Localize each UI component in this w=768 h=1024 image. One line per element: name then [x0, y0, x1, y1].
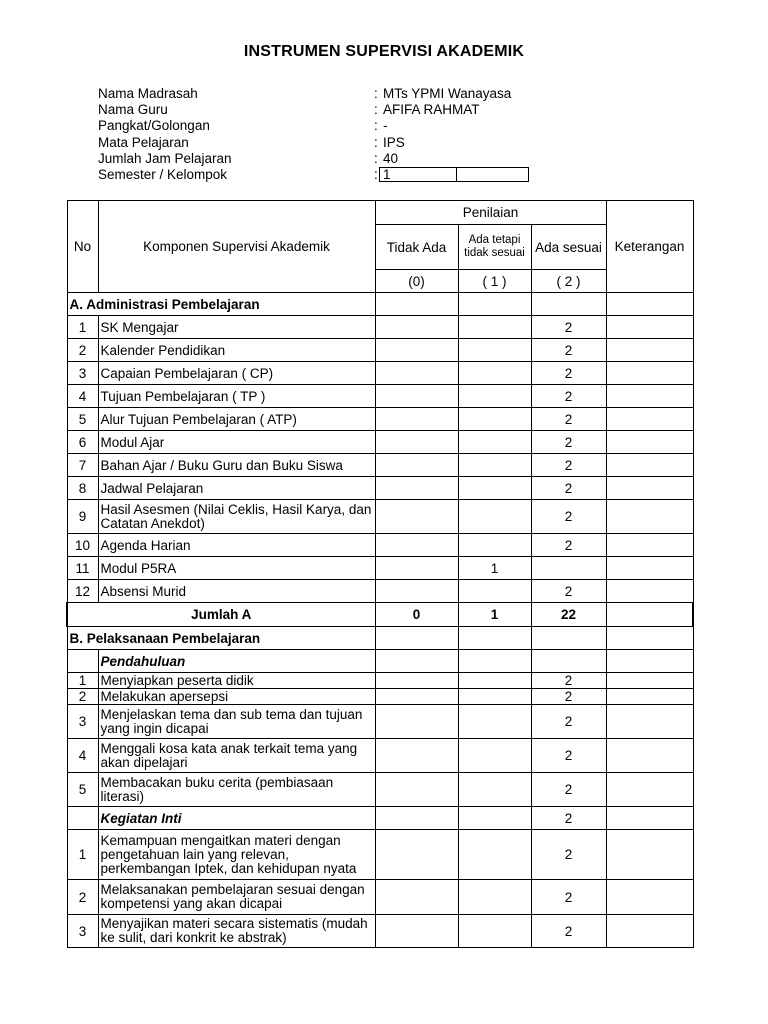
row-keterangan	[606, 689, 693, 705]
row-ada-sesuai: 2	[531, 362, 606, 385]
row-keterangan	[606, 773, 693, 807]
row-keterangan	[606, 454, 693, 477]
info-colon: :	[374, 134, 378, 150]
row-keterangan	[606, 915, 693, 948]
table-row	[67, 534, 693, 557]
row-ada-sesuai: 2	[531, 705, 606, 739]
subsection-kegiatan-inti: Kegiatan Inti	[98, 807, 375, 830]
total-label: Jumlah A	[67, 603, 375, 627]
row-keterangan	[606, 431, 693, 454]
table-row	[67, 500, 693, 534]
info-value: 40	[383, 150, 399, 166]
table-row	[67, 454, 693, 477]
row-tidak-ada	[375, 557, 458, 580]
row-no: 5	[67, 408, 98, 431]
row-no: 1	[67, 673, 98, 689]
semester-box-divider	[456, 168, 457, 181]
row-ada-tetapi	[458, 477, 531, 500]
row-no: 3	[67, 915, 98, 948]
table-row	[67, 689, 693, 705]
row-no: 3	[67, 362, 98, 385]
row-keterangan	[606, 534, 693, 557]
subsection-row	[67, 650, 693, 673]
row-ada-tetapi	[458, 362, 531, 385]
row-item: Modul Ajar	[98, 431, 375, 454]
row-tidak-ada	[375, 431, 458, 454]
info-label: Semester / Kelompok	[98, 166, 228, 182]
row-no: 6	[67, 431, 98, 454]
table-cell	[458, 807, 531, 830]
info-label: Jumlah Jam Pelajaran	[98, 150, 232, 166]
row-no: 2	[67, 880, 98, 915]
row-no: 5	[67, 773, 98, 807]
row-ada-sesuai: 2	[531, 477, 606, 500]
row-no: 12	[67, 580, 98, 603]
table-cell	[458, 650, 531, 673]
row-ada-tetapi	[458, 773, 531, 807]
row-item: Menyiapkan peserta didik	[98, 673, 375, 689]
table-cell	[67, 807, 98, 830]
total-tidak-ada: 0	[375, 603, 458, 627]
total-keterangan	[606, 603, 693, 627]
row-item: Alur Tujuan Pembelajaran ( ATP)	[98, 408, 375, 431]
row-ada-tetapi	[458, 316, 531, 339]
row-item: Kemampuan mengaitkan materi dengan pengetahuan lain yang relevan, perkembangan Iptek, dan kehidupan nyata	[98, 830, 375, 880]
row-item: Hasil Asesmen (Nilai Ceklis, Hasil Karya, dan Catatan Anekdot)	[98, 500, 375, 534]
row-item: Absensi Murid	[98, 580, 375, 603]
row-no: 1	[67, 830, 98, 880]
row-ada-tetapi	[458, 880, 531, 915]
row-keterangan	[606, 580, 693, 603]
supervision-table	[66, 200, 694, 948]
row-no: 10	[67, 534, 98, 557]
table-cell	[375, 650, 458, 673]
row-ada-sesuai: 2	[531, 773, 606, 807]
semester-input[interactable]	[379, 167, 529, 182]
subsection-pendahuluan: Pendahuluan	[98, 650, 375, 673]
row-tidak-ada	[375, 477, 458, 500]
table-row	[67, 673, 693, 689]
table-row	[67, 580, 693, 603]
row-no: 3	[67, 705, 98, 739]
total-ada-sesuai: 22	[531, 603, 606, 627]
table-cell	[458, 293, 531, 316]
row-ada-tetapi	[458, 580, 531, 603]
row-tidak-ada	[375, 830, 458, 880]
row-no: 2	[67, 689, 98, 705]
header-row	[67, 201, 693, 225]
row-ada-tetapi	[458, 830, 531, 880]
row-tidak-ada	[375, 362, 458, 385]
row-item: Menjelaskan tema dan sub tema dan tujuan yang ingin dicapai	[98, 705, 375, 739]
row-ada-tetapi	[458, 385, 531, 408]
table-cell	[531, 627, 606, 650]
row-item: Kalender Pendidikan	[98, 339, 375, 362]
info-label: Pangkat/Golongan	[98, 118, 210, 134]
table-row	[67, 362, 693, 385]
header-score-0: (0)	[375, 270, 458, 293]
info-label: Nama Guru	[98, 102, 168, 118]
row-ada-sesuai: 2	[531, 534, 606, 557]
header-score-1: ( 1 )	[458, 270, 531, 293]
row-item: Melaksanakan pembelajaran sesuai dengan kompetensi yang akan dicapai	[98, 880, 375, 915]
row-keterangan	[606, 830, 693, 880]
row-keterangan	[606, 673, 693, 689]
table-row	[67, 316, 693, 339]
row-ada-sesuai: 2	[531, 385, 606, 408]
row-item: Bahan Ajar / Buku Guru dan Buku Siswa	[98, 454, 375, 477]
table-cell	[531, 293, 606, 316]
header-penilaian: Penilaian	[375, 201, 606, 225]
row-tidak-ada	[375, 915, 458, 948]
info-colon: :	[374, 86, 378, 101]
row-no: 11	[67, 557, 98, 580]
document-title: INSTRUMEN SUPERVISI AKADEMIK	[243, 43, 525, 60]
row-ada-sesuai: 2	[531, 316, 606, 339]
row-ada-sesuai: 2	[531, 830, 606, 880]
row-ada-tetapi	[458, 689, 531, 705]
table-row	[67, 557, 693, 580]
table-cell	[375, 807, 458, 830]
row-ada-sesuai: 2	[531, 739, 606, 773]
row-keterangan	[606, 705, 693, 739]
info-value: -	[383, 118, 388, 134]
row-item: Capaian Pembelajaran ( CP)	[98, 362, 375, 385]
table-row	[67, 408, 693, 431]
section-row	[67, 293, 693, 316]
kegiatan-inti-score: 2	[531, 807, 606, 830]
row-ada-tetapi	[458, 500, 531, 534]
row-ada-sesuai: 2	[531, 408, 606, 431]
row-ada-sesuai: 2	[531, 500, 606, 534]
row-ada-tetapi	[458, 673, 531, 689]
table-row	[67, 339, 693, 362]
row-item: Menggali kosa kata anak terkait tema yang akan dipelajari	[98, 739, 375, 773]
row-item: Menyajikan materi secara sistematis (mudah ke sulit, dari konkrit ke abstrak)	[98, 915, 375, 948]
row-no: 4	[67, 739, 98, 773]
row-ada-sesuai: 2	[531, 915, 606, 948]
table-cell	[606, 807, 693, 830]
row-ada-sesuai: 2	[531, 580, 606, 603]
subsection-row	[67, 807, 693, 830]
row-keterangan	[606, 316, 693, 339]
section-b-title: B. Pelaksanaan Pembelajaran	[67, 627, 375, 650]
row-ada-sesuai: 2	[531, 431, 606, 454]
row-ada-tetapi: 1	[458, 557, 531, 580]
table-row	[67, 477, 693, 500]
section-a-title: A. Administrasi Pembelajaran	[67, 293, 375, 316]
row-tidak-ada	[375, 773, 458, 807]
row-no: 8	[67, 477, 98, 500]
info-colon: :	[374, 166, 378, 182]
row-keterangan	[606, 557, 693, 580]
row-tidak-ada	[375, 705, 458, 739]
row-item: Modul P5RA	[98, 557, 375, 580]
row-tidak-ada	[375, 580, 458, 603]
row-ada-tetapi	[458, 915, 531, 948]
row-ada-sesuai: 2	[531, 673, 606, 689]
row-item: Tujuan Pembelajaran ( TP )	[98, 385, 375, 408]
info-label: Mata Pelajaran	[98, 134, 189, 150]
row-ada-sesuai: 2	[531, 339, 606, 362]
table-row	[67, 431, 693, 454]
info-colon: :	[374, 118, 378, 134]
info-colon: :	[374, 102, 378, 118]
row-keterangan	[606, 739, 693, 773]
table-row	[67, 705, 693, 739]
row-keterangan	[606, 477, 693, 500]
row-no: 4	[67, 385, 98, 408]
info-value: MTs YPMI Wanayasa	[383, 86, 512, 101]
table-cell	[606, 650, 693, 673]
table-row	[67, 915, 693, 948]
row-item: Jadwal Pelajaran	[98, 477, 375, 500]
row-ada-tetapi	[458, 534, 531, 557]
header-no: No	[67, 201, 98, 293]
row-tidak-ada	[375, 739, 458, 773]
row-ada-sesuai: 2	[531, 454, 606, 477]
row-ada-sesuai: 2	[531, 880, 606, 915]
table-row	[67, 773, 693, 807]
table-row	[67, 385, 693, 408]
row-ada-tetapi	[458, 408, 531, 431]
row-keterangan	[606, 500, 693, 534]
row-keterangan	[606, 880, 693, 915]
section-row	[67, 627, 693, 650]
row-tidak-ada	[375, 316, 458, 339]
row-ada-tetapi	[458, 739, 531, 773]
table-cell	[67, 650, 98, 673]
row-tidak-ada	[375, 880, 458, 915]
table-cell	[531, 650, 606, 673]
row-tidak-ada	[375, 408, 458, 431]
row-item: Melakukan apersepsi	[98, 689, 375, 705]
row-keterangan	[606, 339, 693, 362]
row-tidak-ada	[375, 534, 458, 557]
info-value: AFIFA RAHMAT	[383, 102, 480, 118]
info-label: Nama Madrasah	[98, 86, 198, 101]
row-ada-tetapi	[458, 339, 531, 362]
table-cell	[606, 627, 693, 650]
row-keterangan	[606, 362, 693, 385]
row-no: 2	[67, 339, 98, 362]
row-no: 7	[67, 454, 98, 477]
table-row	[67, 830, 693, 880]
row-tidak-ada	[375, 673, 458, 689]
table-cell	[375, 293, 458, 316]
row-ada-tetapi	[458, 705, 531, 739]
header-ada-sesuai: Ada sesuai	[531, 225, 606, 270]
row-keterangan	[606, 385, 693, 408]
table-cell	[375, 627, 458, 650]
row-ada-tetapi	[458, 454, 531, 477]
info-colon: :	[374, 150, 378, 166]
row-item: Membacakan buku cerita (pembiasaan literasi)	[98, 773, 375, 807]
row-item: SK Mengajar	[98, 316, 375, 339]
header-ada-tetapi: Ada tetapi tidak sesuai	[458, 225, 531, 270]
table-cell	[458, 627, 531, 650]
row-no: 1	[67, 316, 98, 339]
row-ada-tetapi	[458, 431, 531, 454]
row-tidak-ada	[375, 385, 458, 408]
row-tidak-ada	[375, 500, 458, 534]
row-tidak-ada	[375, 689, 458, 705]
header-score-2: ( 2 )	[531, 270, 606, 293]
table-cell	[606, 293, 693, 316]
total-ada-tetapi: 1	[458, 603, 531, 627]
row-keterangan	[606, 408, 693, 431]
row-tidak-ada	[375, 339, 458, 362]
row-ada-sesuai	[531, 557, 606, 580]
table-row	[67, 880, 693, 915]
header-tidak-ada: Tidak Ada	[375, 225, 458, 270]
row-ada-sesuai: 2	[531, 689, 606, 705]
row-no: 9	[67, 500, 98, 534]
row-item: Agenda Harian	[98, 534, 375, 557]
semester-value: 1	[383, 166, 391, 182]
table-row	[67, 739, 693, 773]
header-keterangan: Keterangan	[606, 201, 693, 293]
info-value: IPS	[383, 134, 405, 150]
row-tidak-ada	[375, 454, 458, 477]
header-komponen: Komponen Supervisi Akademik	[98, 201, 375, 293]
total-row	[67, 603, 693, 627]
